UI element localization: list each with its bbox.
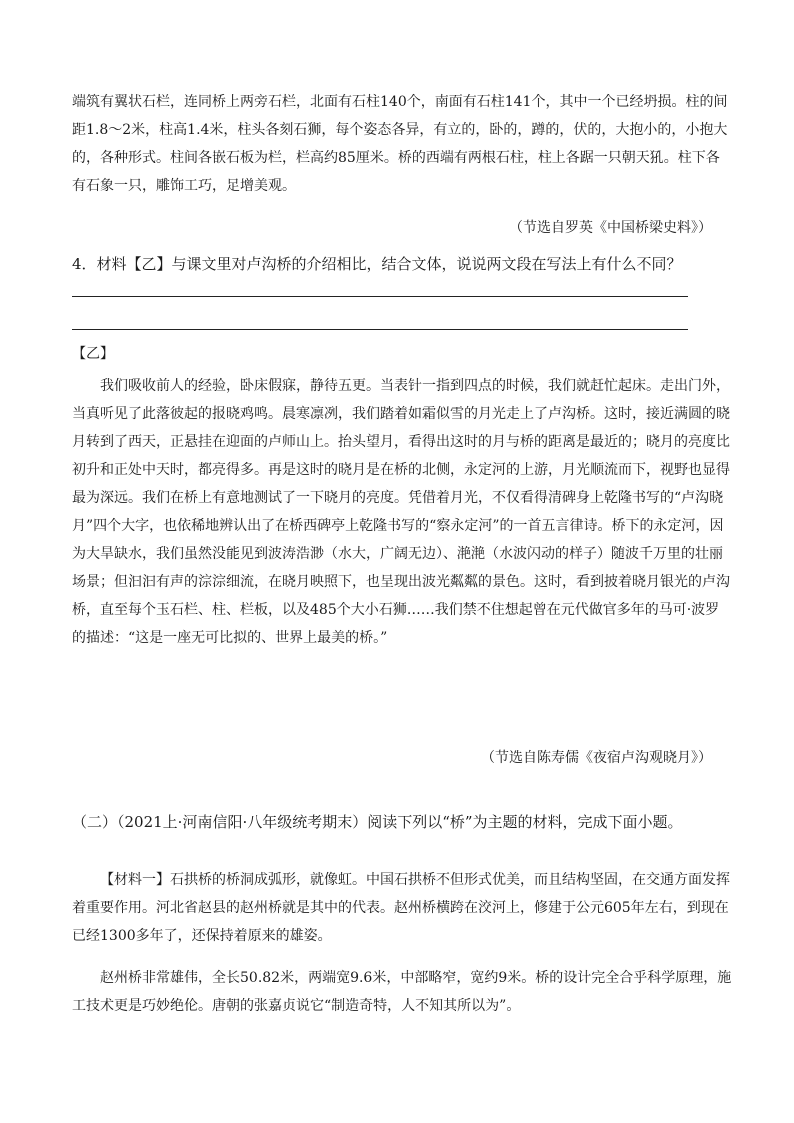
material-yi-heading: 【乙】 [72, 346, 114, 362]
material-1-paragraph-2: 赵州桥非常雄伟，全长50.82米，两端宽9.6米，中部略窄，宽约9米。桥的设计完全合乎科学原理，施工技术更是巧妙绝伦。唐朝的张嘉贞说它“制造奇特，人不知其所以为”。 [72, 970, 732, 1014]
material-yi-paragraph: 我们吸收前人的经验，卧床假寐，静待五更。当表针一指到四点的时候，我们就赶忙起床。走出门外，当真听见了此落彼起的报晓鸡鸣。晨寒凛冽，我们踏着如霜似雪的月光走上了卢沟桥。这时，接近满圆的晓月转到了西天，正悬挂在迎面的卢师山上。抬头望月，看得出这时的月与桥的距离是最近的；晓月的亮度比初升和正处中天时，都亮得多。再是这时的晓月是在桥的北侧，永定河的上游，月光顺流而下，视野也显得最为深远。我们在桥上有意地测试了一下晓月的亮度。凭借着月光，不仅看得清碑身上乾隆书写的“卢沟晓月”四个大字，也依稀地辨认出了在桥西碑亭上乾隆书写的“察永定河”的一首五言律诗。桥下的永定河，因为大旱缺水，我们虽然没能见到波涛浩渺（水大，广阔无边）、滟滟（水波闪动的样子）随波千万里的壮丽场景；但汩汩有声的淙淙细流，在晓月映照下，也呈现出波光粼粼的景色。这时，看到披着晓月银光的卢沟桥，直至每个玉石栏、柱、栏板，以及485个大小石狮……我们禁不住想起曾在元代做官多年的马可·波罗的描述：“这是一座无可比拟的、世界上最美的桥。” [72, 378, 730, 646]
material-1-paragraph-1: 【材料一】石拱桥的桥洞成弧形，就像虹。中国石拱桥不但形式优美，而且结构坚固，在交通方面发挥着重要作用。河北省赵县的赵州桥就是其中的代表。赵州桥横跨在洨河上，修建于公元605年左右，到现在已经1300多年了，还保持着原来的雄姿。 [72, 872, 730, 944]
answer-line-1[interactable] [72, 296, 688, 297]
section-2-intro: （二）（2021上·河南信阳·八年级统考期末）阅读下列以“桥”为主题的材料，完成下面小题。 [72, 813, 683, 831]
material-yi-source: （节选自陈寿儒《夜宿卢沟观晓月》） [481, 750, 712, 766]
answer-line-2[interactable] [72, 329, 688, 330]
material-jia-paragraph: 端筑有翼状石栏，连同桥上两旁石栏，北面有石柱140个，南面有石柱141个，其中一个已经坍损。柱的间距1.8～2米，柱高1.4米，柱头各刻石狮，每个姿态各异，有立的，卧的，蹲的，伏的，大抱小的，小抱大的，各种形式。柱间各嵌石板为栏，栏高约85厘米。桥的西端有两根石柱，柱上各踞一只朝天犼。柱下各有石象一只，雕饰工巧，足增美观。 [72, 94, 728, 194]
material-jia-source: （节选自罗英《中国桥梁史料》） [509, 220, 712, 236]
question-4: 4．材料【乙】与课文里对卢沟桥的介绍相比，结合文体，说说两文段在写法上有什么不同？ [72, 255, 682, 273]
